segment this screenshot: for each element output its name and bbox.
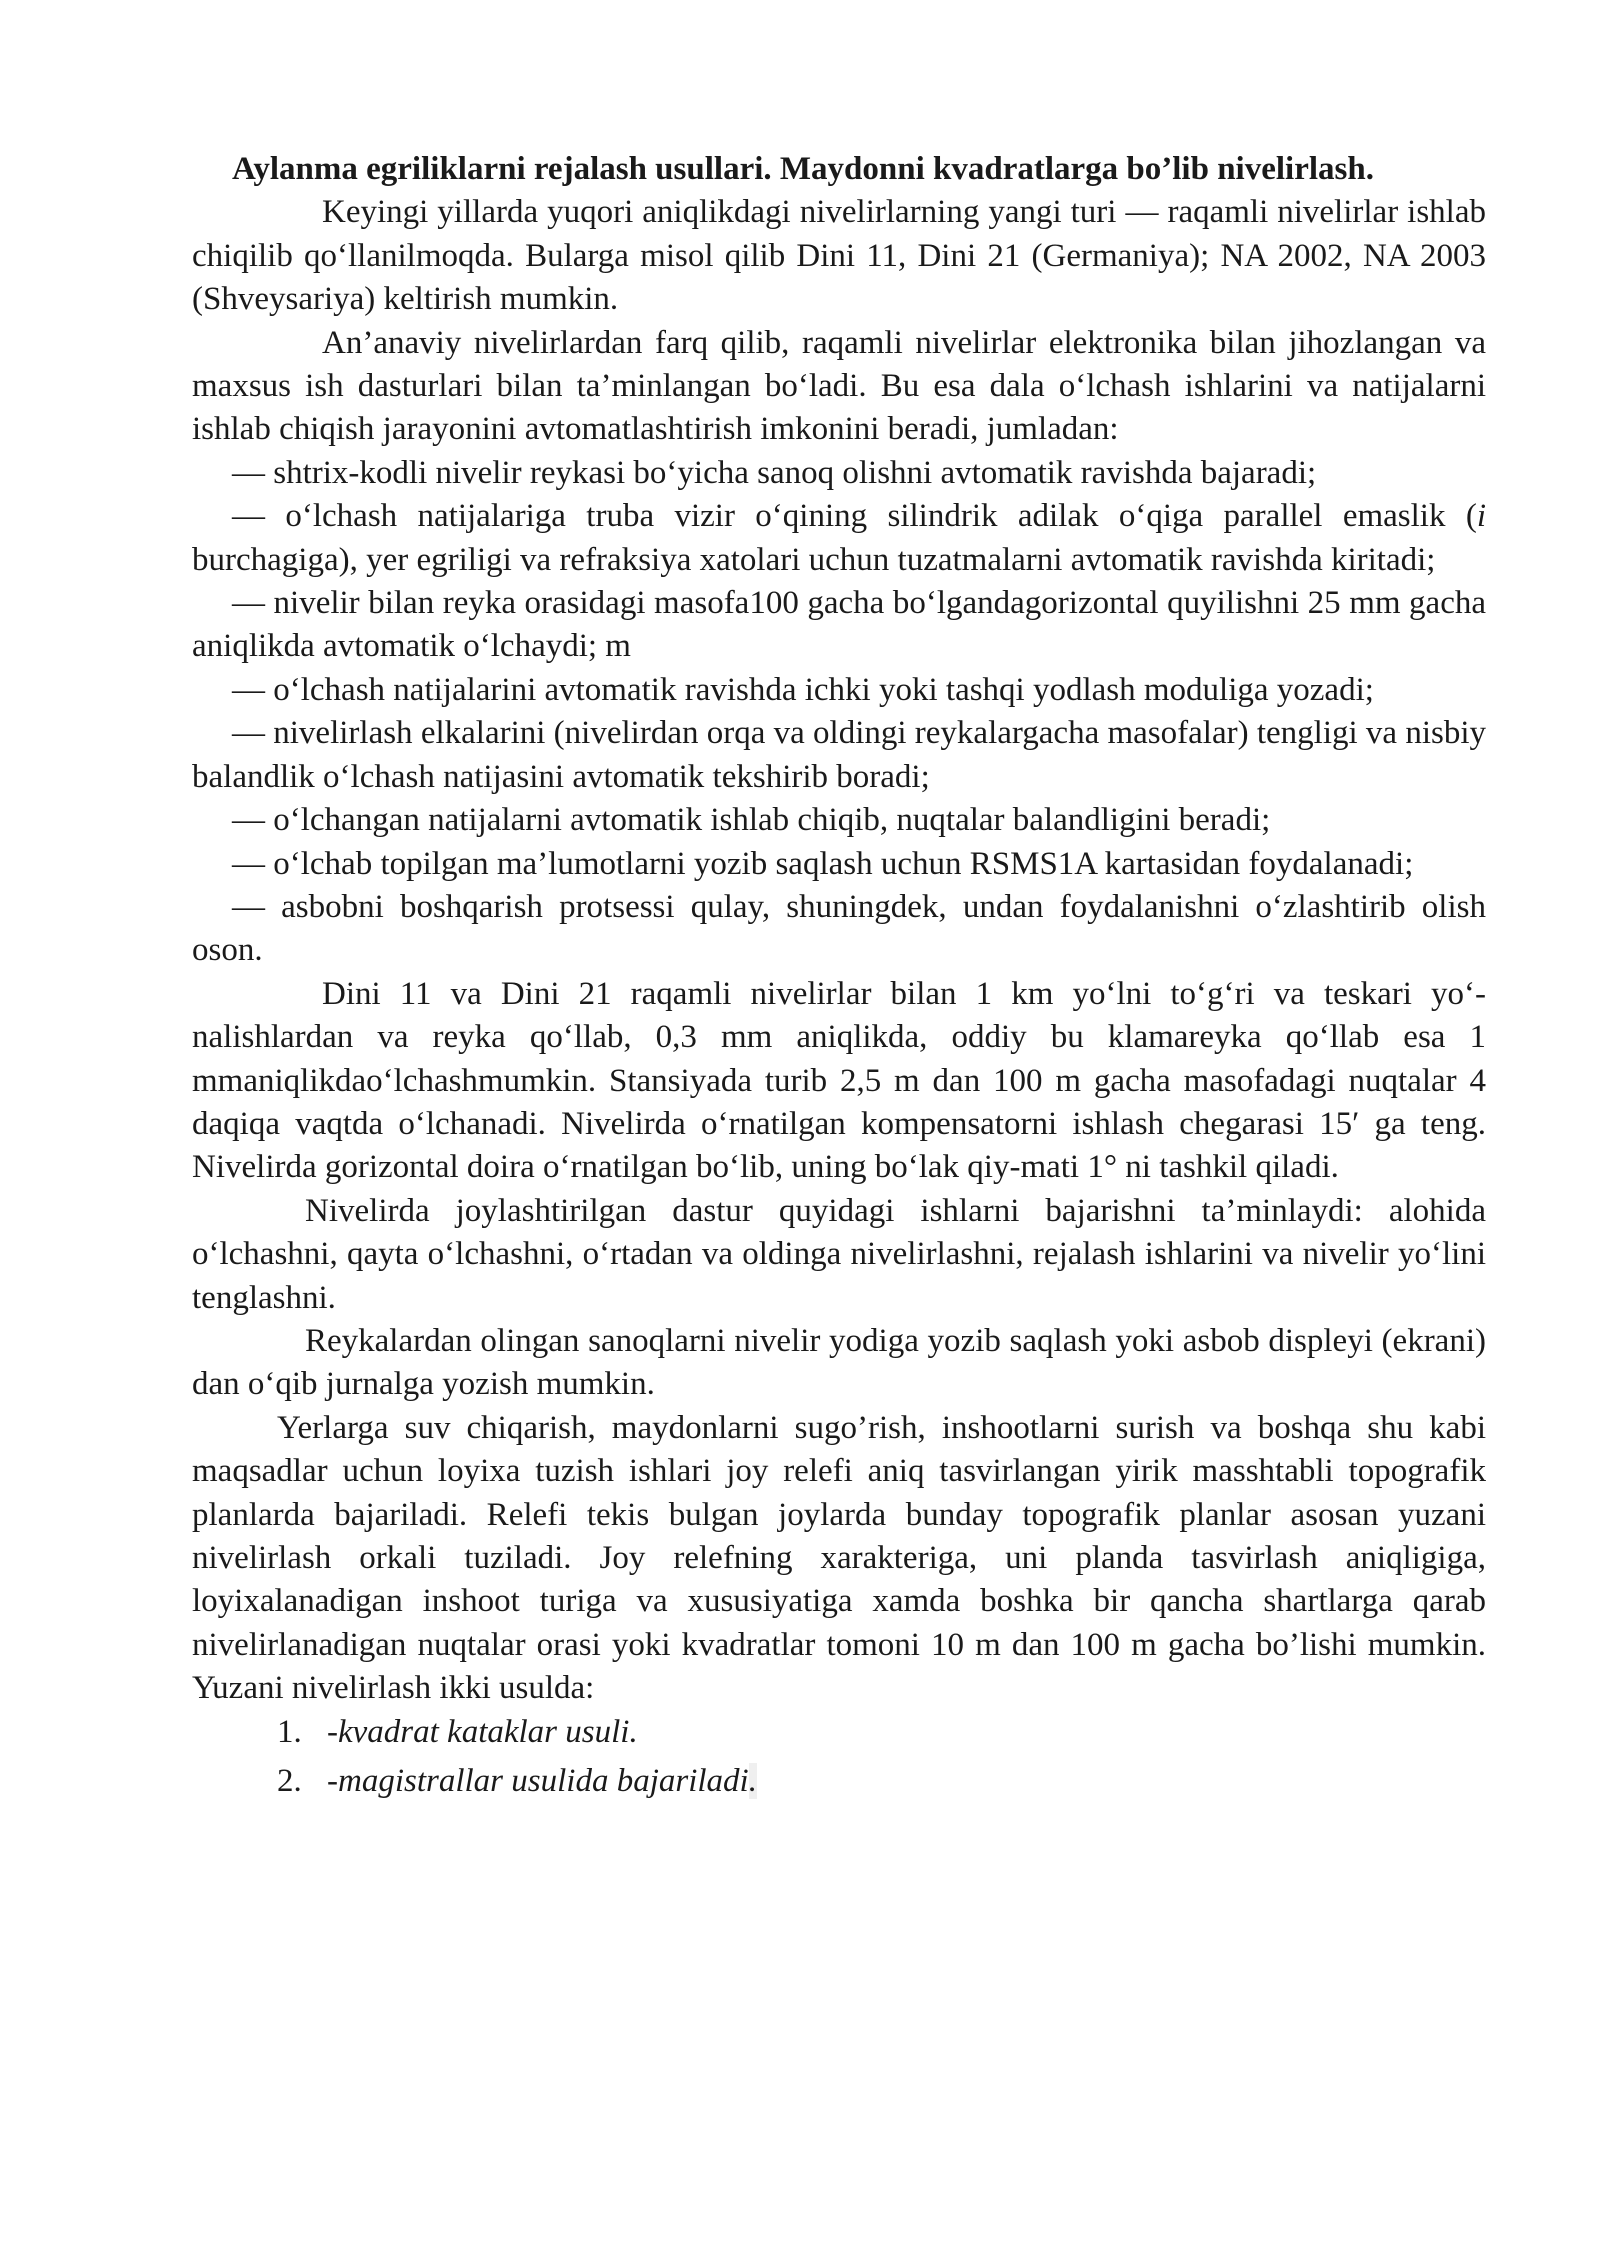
document-page	[192, 148, 1486, 1803]
list-item-text: -magistrallar usulida bajariladi	[327, 1763, 749, 1800]
feature-item: — shtrix-kodli nivelir reykasi bo‘yicha sanoq olishni avtomatik ravishda bajaradi;	[232, 454, 1317, 491]
paragraph-digital-levels-intro: Keyingi yillarda yuqori aniqlikdagi nivelirlarning yangi turi — raqamli nivelirlar ishlab chiqilib qo‘llanilmoqda. Bularga misol qilib Dini 11, Dini 21 (Germaniya); NA 2002, NA 2003 (Shveysariya) keltirish mumkin.	[192, 194, 1486, 318]
list-item-text: -kvadrat kataklar usuli.	[327, 1713, 638, 1750]
paragraph-digital-levels-features: An’anaviy nivelirlardan farq qilib, raqamli nivelirlar elektronika bilan jihozlangan va maxsus ish dasturlari bilan ta’minlangan bo‘ladi. Bu esa dala o‘lchash ishlarini va natijalarni ishlab chiqish jarayonini avtomatlashtirish imkonini beradi, jumladan:	[192, 324, 1486, 448]
angle-symbol: i	[1476, 498, 1486, 535]
paragraph-readings: Reykalardan olingan sanoqlarni nivelir yodiga yozib saqlash yoki asbob displeyi (ekrani) dan o‘qib jurnalga yozish mumkin.	[192, 1322, 1486, 1403]
paragraph-surface-levelling: Yerlarga suv chiqarish, maydonlarni sugo’rish, inshootlarni surish va boshqa shu kabi maqsadlar uchun loyixa tuzish ishlari joy relefi aniq tasvirlangan yirik masshtabli topografik planlarda bajariladi. Relefi tekis bulgan joylarda bunday topografik planlar asosan yuzani nivelirlash orkali tuziladi. Joy relefning xarakteriga, uni planda tasvirlash aniqligiga, loyixalanadigan inshoot turiga va xususiyatiga xamda boshka bir qancha shartlarga qarab nivelirlanadigan nuqtalar orasi yoki kvadratlar tomoni 10 m dan 100 m gacha bo’lishi mumkin. Yuzani nivelirlash ikki usulda:	[192, 1409, 1486, 1707]
paragraph-dini-accuracy: Dini 11 va Dini 21 raqamli nivelirlar bilan 1 km yo‘lni to‘g‘ri va teskari yo‘-nalishlardan va reyka qo‘llab, 0,3 mm aniqlikda, oddiy bu klamareyka qo‘llab esa 1 mmaniqlikdao‘lchashmumkin. Stansiyada turib 2,5 m dan 100 m gacha masofadagi nuqtalar 4 daqiqa vaqtda o‘lchanadi. Nivelirda o‘rnatilgan kompensatorni ishlash chegarasi 15′ ga teng. Nivelirda gorizontal doira o‘rnatilgan bo‘lib, uning bo‘lak qiy-mati 1° ni tashkil qiladi.	[192, 975, 1486, 1186]
feature-item	[192, 495, 1486, 582]
feature-item: — o‘lchangan natijalarni avtomatik ishlab chiqib, nuqtalar balandligini beradi;	[232, 802, 1271, 839]
list-item	[192, 1760, 1486, 1803]
feature-item: — nivelirlash elkalarini (nivelirdan orqa va oldingi reykalargacha masofalar) tengligi va nisbiy balandlik o‘lchash natijasini avtomatik tekshirib boradi;	[192, 715, 1486, 795]
feature-item-text: — o‘lchash natijalariga truba vizir o‘qining silindrik adilak o‘qiga parallel emaslik (	[232, 498, 1477, 535]
list-item	[192, 1711, 1486, 1754]
highlighted-period: .	[748, 1763, 757, 1800]
feature-item: — o‘lchab topilgan ma’lumotlarni yozib saqlash uchun RSMS1A kartasidan foydalanadi;	[232, 845, 1414, 882]
paragraph-software: Nivelirda joylashtirilgan dastur quyidagi ishlarni bajarishni ta’minlaydi: alohida o‘lchashni, qayta o‘lchashni, o‘rtadan va oldinga nivelirlashni, rejalash ishlarini va nivelir yo‘lini tenglashni.	[192, 1192, 1486, 1316]
feature-item-text: burchagiga), yer egriligi va refraksiya xatolari uchun tuzatmalarni avtomatik ravishda kiritadi;	[192, 541, 1436, 578]
document-title: Aylanma egriliklarni rejalash usullari. Maydonni kvadratlarga bo’lib nivelirlash.	[232, 151, 1374, 187]
list-item-number: 2.	[277, 1763, 302, 1800]
feature-item: — o‘lchash natijalarini avtomatik ravishda ichki yoki tashqi yodlash moduliga yozadi;	[232, 671, 1374, 708]
method-list	[192, 1711, 1486, 1804]
feature-item: — nivelir bilan reyka orasidagi masofa100 gacha bo‘lgandagorizontal quyilishni 25 mm gacha aniqlikda avtomatik o‘lchaydi; m	[192, 585, 1486, 665]
list-item-number: 1.	[277, 1713, 302, 1750]
feature-item: — asbobni boshqarish protsessi qulay, shuningdek, undan foydalanishni o‘zlashtirib olish oson.	[192, 888, 1486, 969]
